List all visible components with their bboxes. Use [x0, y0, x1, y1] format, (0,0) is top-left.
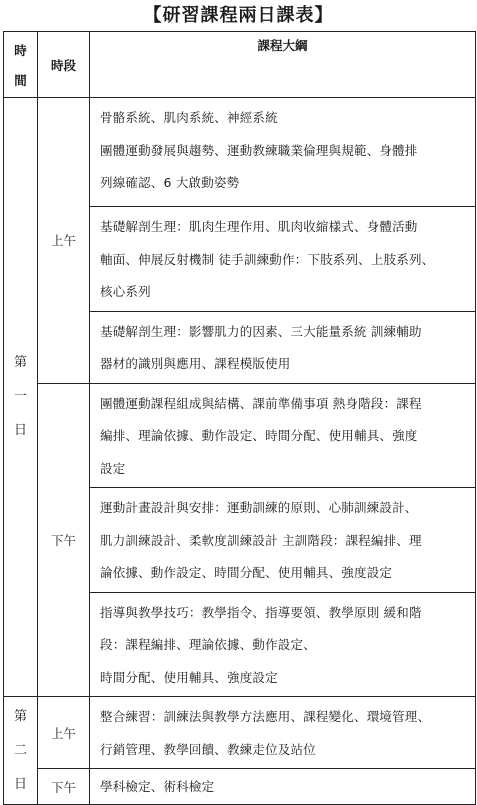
course-line: 整合練習：訓練法與教學方法應用、課程變化、環境管理、	[100, 709, 431, 724]
course-line: 團體運動發展與趨勢、運動教練職業倫理與規範、身體排	[100, 142, 418, 158]
course-line: 肌力訓練設計、柔軟度訓練設計 主訓階段：課程編排、理	[100, 532, 422, 548]
course-line: 學科檢定、術科檢定	[100, 779, 215, 794]
schedule-table	[3, 31, 476, 805]
table-row	[4, 697, 476, 769]
header-day-char-2: 間	[14, 72, 27, 88]
course-line: 設定	[100, 460, 126, 476]
course-line: 基礎解剖生理：肌肉生理作用、肌肉收縮樣式、身體活動	[100, 219, 418, 234]
course-block	[90, 311, 476, 383]
day-1-char-3: 日	[13, 423, 27, 438]
period-cell-day2-am: 上午	[38, 697, 90, 769]
day-cell-2	[4, 697, 38, 805]
course-line: 指導與教學技巧：教學指令、指導要領、教學原則 緩和階	[100, 604, 422, 620]
table-row	[4, 769, 476, 805]
day-cell-1	[4, 98, 38, 697]
day-1-char-1: 第	[13, 355, 27, 370]
header-day	[4, 32, 38, 98]
course-line: 基礎解剖生理：影響肌力的因素、三大能量系統 訓練輔助	[100, 323, 422, 339]
course-line: 論依據、動作設定、時間分配、使用輔具、強度設定	[100, 565, 393, 580]
day-2-char-3: 日	[13, 776, 27, 792]
header-row	[4, 32, 476, 98]
header-period: 時段	[38, 32, 90, 98]
course-line: 時間分配、使用輔具、強度設定	[100, 669, 278, 685]
course-line: 團體運動課程組成與結構、課前準備事項 熱身階段：課程	[100, 395, 422, 411]
course-block	[90, 383, 476, 488]
course-block	[90, 592, 476, 697]
course-line: 列線確認、6 大啟動姿勢	[100, 175, 240, 190]
course-line: 行銷管理、教學回饋、教練走位及站位	[100, 741, 316, 757]
course-line: 運動計畫設計與安排：運動訓練的原則、心肺訓練設計、	[100, 500, 418, 515]
header-outline: 課程大綱	[90, 32, 476, 98]
table-row	[4, 383, 476, 488]
course-line: 骨骼系統、肌肉系統、神經系統	[100, 110, 278, 125]
course-line: 軸面、伸展反射機制 徒手訓練動作：下肢系列、上肢系列、	[100, 251, 435, 267]
day-2-char-1: 第	[13, 708, 27, 724]
day-1-char-2: 一	[13, 389, 27, 404]
course-block	[90, 98, 476, 207]
course-block	[90, 488, 476, 593]
course-line: 編排、理論依據、動作設定、時間分配、使用輔具、強度	[100, 428, 418, 443]
course-line: 核心系列	[100, 284, 151, 299]
period-cell-day1-pm: 下午	[38, 383, 90, 697]
course-line: 段：課程編排、理論依據、動作設定、	[100, 637, 316, 652]
course-block	[90, 697, 476, 769]
course-line: 器材的識別與應用、課程模版使用	[100, 356, 291, 371]
period-cell-day1-am: 上午	[38, 98, 90, 384]
document-title: 【研習課程兩日課表】	[143, 5, 334, 26]
header-day-char-1: 時	[14, 42, 27, 58]
day-2-char-2: 二	[13, 742, 27, 758]
table-row	[4, 98, 476, 207]
period-cell-day2-pm: 下午	[38, 769, 90, 805]
course-block	[90, 207, 476, 312]
course-block	[90, 769, 476, 805]
